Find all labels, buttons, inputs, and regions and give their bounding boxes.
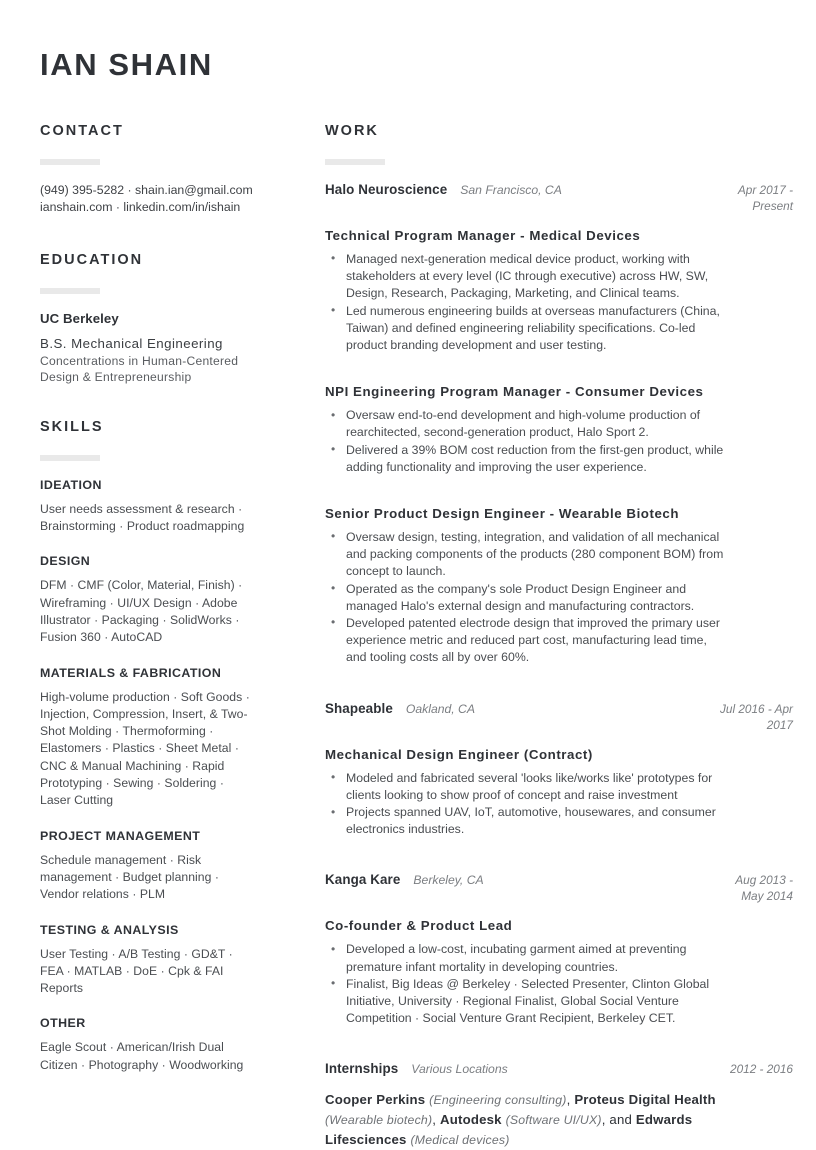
role-block	[325, 506, 793, 667]
sidebar-column	[0, 124, 262, 1074]
contact-line-phone-email: (949) 395-5282 · shain.ian@gmail.com	[40, 182, 253, 197]
role-bullet-list	[325, 941, 793, 1027]
spacer	[40, 385, 254, 420]
skill-group	[40, 829, 254, 904]
role-block	[325, 228, 793, 354]
skill-group-items: High-volume production · Soft Goods · Injection, Compression, Insert, & Two-Shot Molding · Thermoforming · Elastomers · Plastics · Sheet Metal · CNC & Manual Machining · Rapid Prototyping · Sewing · Soldering · Laser Cutting	[40, 689, 250, 808]
internship-descriptor: (Wearable biotech)	[325, 1113, 433, 1128]
section-divider	[40, 455, 100, 461]
degree-concentration: Concentrations in Human-Centered Design & Entrepreneurship	[40, 353, 239, 384]
internships-entry	[325, 1061, 793, 1150]
internships-dates: 2012 - 2016	[730, 1062, 793, 1077]
role-bullet: • Oversaw end-to-end development and high-volume production of rearchitected, second-generation product, Halo Sport 2.	[325, 407, 725, 441]
skill-group-heading: DESIGN	[40, 554, 91, 569]
internship-company: Cooper Perkins	[325, 1092, 426, 1108]
skill-group-heading: TESTING & ANALYSIS	[40, 922, 179, 937]
work-entry-header	[325, 701, 793, 733]
skill-group-heading: MATERIALS & FABRICATION	[40, 665, 222, 680]
internship-company: Edwards Lifesciences	[325, 1112, 693, 1148]
internship-descriptor: (Medical devices)	[410, 1133, 510, 1148]
role-title: NPI Engineering Program Manager - Consumer Devices	[325, 384, 704, 400]
section-divider	[40, 288, 100, 294]
work-entry-header	[325, 872, 793, 904]
spacer	[325, 354, 793, 370]
spacer	[325, 838, 793, 872]
section-skills	[40, 420, 254, 1074]
skill-group	[40, 666, 254, 810]
skill-group	[40, 923, 254, 998]
company-location: San Francisco, CA	[460, 182, 562, 197]
skill-group-items: User needs assessment & research · Brainstorming · Product roadmapping	[40, 501, 245, 534]
section-education	[40, 253, 254, 385]
role-bullet: • Developed a low-cost, incubating garment aimed at preventing premature infant mortality in developing countries.	[325, 941, 725, 975]
company-name: Halo Neuroscience	[325, 181, 448, 197]
company-name: Kanga Kare	[325, 872, 401, 888]
spacer	[40, 216, 254, 253]
employment-dates: Apr 2017 - Present	[737, 182, 793, 213]
role-bullet-list	[325, 529, 793, 667]
internships-header	[325, 1061, 793, 1077]
internships-header-left	[325, 1061, 707, 1076]
skill-group	[40, 554, 254, 646]
role-bullet-list	[325, 770, 793, 839]
section-divider	[325, 159, 385, 165]
work-entry	[325, 182, 793, 667]
role-bullet: • Led numerous engineering builds at overseas manufacturers (China, Taiwan) and defined engineering reliability specifications. Co-led product branding development and user testing.	[325, 303, 725, 355]
role-bullet: • Developed patented electrode design that improved the primary user experience metric and reduced part cost, manufacturing lead time, and tooling costs all by over 60%.	[325, 615, 725, 667]
contact-line-web-linkedin: ianshain.com · linkedin.com/in/ishain	[40, 199, 241, 214]
two-column-body	[0, 124, 816, 1150]
role-bullet-list	[325, 407, 793, 476]
role-title: Technical Program Manager - Medical Devices	[325, 227, 641, 243]
internships-title: Internships	[325, 1061, 399, 1077]
section-divider	[40, 159, 100, 165]
section-heading-education: EDUCATION	[40, 251, 144, 268]
skill-group	[40, 478, 254, 536]
internship-descriptor: (Software UI/UX)	[505, 1113, 602, 1128]
skill-group-items: Eagle Scout · American/Irish Dual Citizen · Photography · Woodworking	[40, 1040, 244, 1072]
skills-list	[40, 478, 254, 1074]
school-name: UC Berkeley	[40, 310, 119, 326]
internships-location: Various Locations	[411, 1062, 508, 1077]
company-location: Berkeley, CA	[413, 873, 484, 888]
skill-group-heading: IDEATION	[40, 477, 102, 492]
skill-group	[40, 1016, 254, 1074]
work-column	[262, 124, 816, 1150]
role-bullet: • Projects spanned UAV, IoT, automotive, housewares, and consumer electronics industries.	[325, 804, 725, 838]
spacer	[325, 1027, 793, 1061]
company-name: Shapeable	[325, 700, 393, 716]
skill-group-items: Schedule management · Risk management · Budget planning · Vendor relations · PLM	[40, 852, 220, 902]
skill-group-heading: PROJECT MANAGEMENT	[40, 828, 201, 843]
skill-group-items: User Testing · A/B Testing · GD&T · FEA · MATLAB · DoE · Cpk & FAI Reports	[40, 946, 233, 996]
work-entry	[325, 701, 793, 839]
section-heading-skills: SKILLS	[40, 418, 104, 435]
role-bullet: • Delivered a 39% BOM cost reduction from the first-gen product, while adding functionality and improving the user experience.	[325, 442, 725, 476]
role-bullet: • Finalist, Big Ideas @ Berkeley · Selected Presenter, Clinton Global Initiative, University · Regional Finalist, Global Social Venture Competition · Social Venture Grant Recipient, Berkeley CET.	[325, 976, 725, 1028]
employment-dates: Aug 2013 - May 2014	[735, 873, 793, 904]
spacer	[325, 667, 793, 701]
skill-group-heading: OTHER	[40, 1016, 86, 1031]
work-entry-header-left	[325, 872, 707, 887]
internships-companies: Cooper Perkins (Engineering consulting), Proteus Digital Health (Wearable biotech), Autodesk (Software UI/UX), and Edwards Lifesciences (Medical devices)	[325, 1092, 716, 1148]
work-history-list	[325, 182, 793, 1061]
contact-details	[40, 182, 254, 216]
role-block	[325, 384, 793, 476]
company-location: Oakland, CA	[405, 701, 475, 716]
role-bullet: • Operated as the company's sole Product Design Engineer and managed Halo's external design and manufacturing contractors.	[325, 581, 725, 615]
work-entry-header-left	[325, 182, 707, 197]
page-title: IAN SHAIN	[40, 47, 213, 82]
internship-company: Proteus Digital Health	[574, 1092, 716, 1108]
education-entry	[40, 311, 254, 385]
role-block	[325, 747, 793, 839]
role-title: Co-founder & Product Lead	[325, 918, 513, 934]
work-entry-header	[325, 182, 793, 214]
work-entry-header-left	[325, 701, 707, 716]
role-bullet: • Managed next-generation medical device product, working with stakeholders at every level (IC through executive) across HW, SW, Design, Research, Packaging, Marketing, and Clinical teams.	[325, 251, 725, 303]
role-title: Mechanical Design Engineer (Contract)	[325, 746, 593, 762]
employment-dates: Jul 2016 - Apr 2017	[719, 701, 793, 732]
spacer	[325, 476, 793, 492]
degree-name: B.S. Mechanical Engineering	[40, 335, 223, 351]
skill-group-items: DFM · CMF (Color, Material, Finish) · Wireframing · UI/UX Design · Adobe Illustrator · Packaging · SolidWorks · Fusion 360 · AutoCAD	[40, 578, 243, 645]
section-contact	[40, 124, 254, 216]
section-heading-work: WORK	[325, 123, 379, 139]
role-block	[325, 918, 793, 1027]
role-bullet: • Modeled and fabricated several 'looks like/works like' prototypes for clients looking to show proof of concept and raise investment	[325, 770, 725, 804]
role-bullet: • Oversaw design, testing, integration, and validation of all mechanical and packing components of the products (280 component BOM) from concept to launch.	[325, 529, 725, 581]
work-entry	[325, 872, 793, 1027]
internship-company: Autodesk	[440, 1112, 502, 1128]
internship-descriptor: (Engineering consulting)	[429, 1093, 567, 1108]
section-heading-contact: CONTACT	[40, 123, 124, 139]
role-title: Senior Product Design Engineer - Wearable Biotech	[325, 505, 680, 521]
role-bullet-list	[325, 251, 793, 354]
